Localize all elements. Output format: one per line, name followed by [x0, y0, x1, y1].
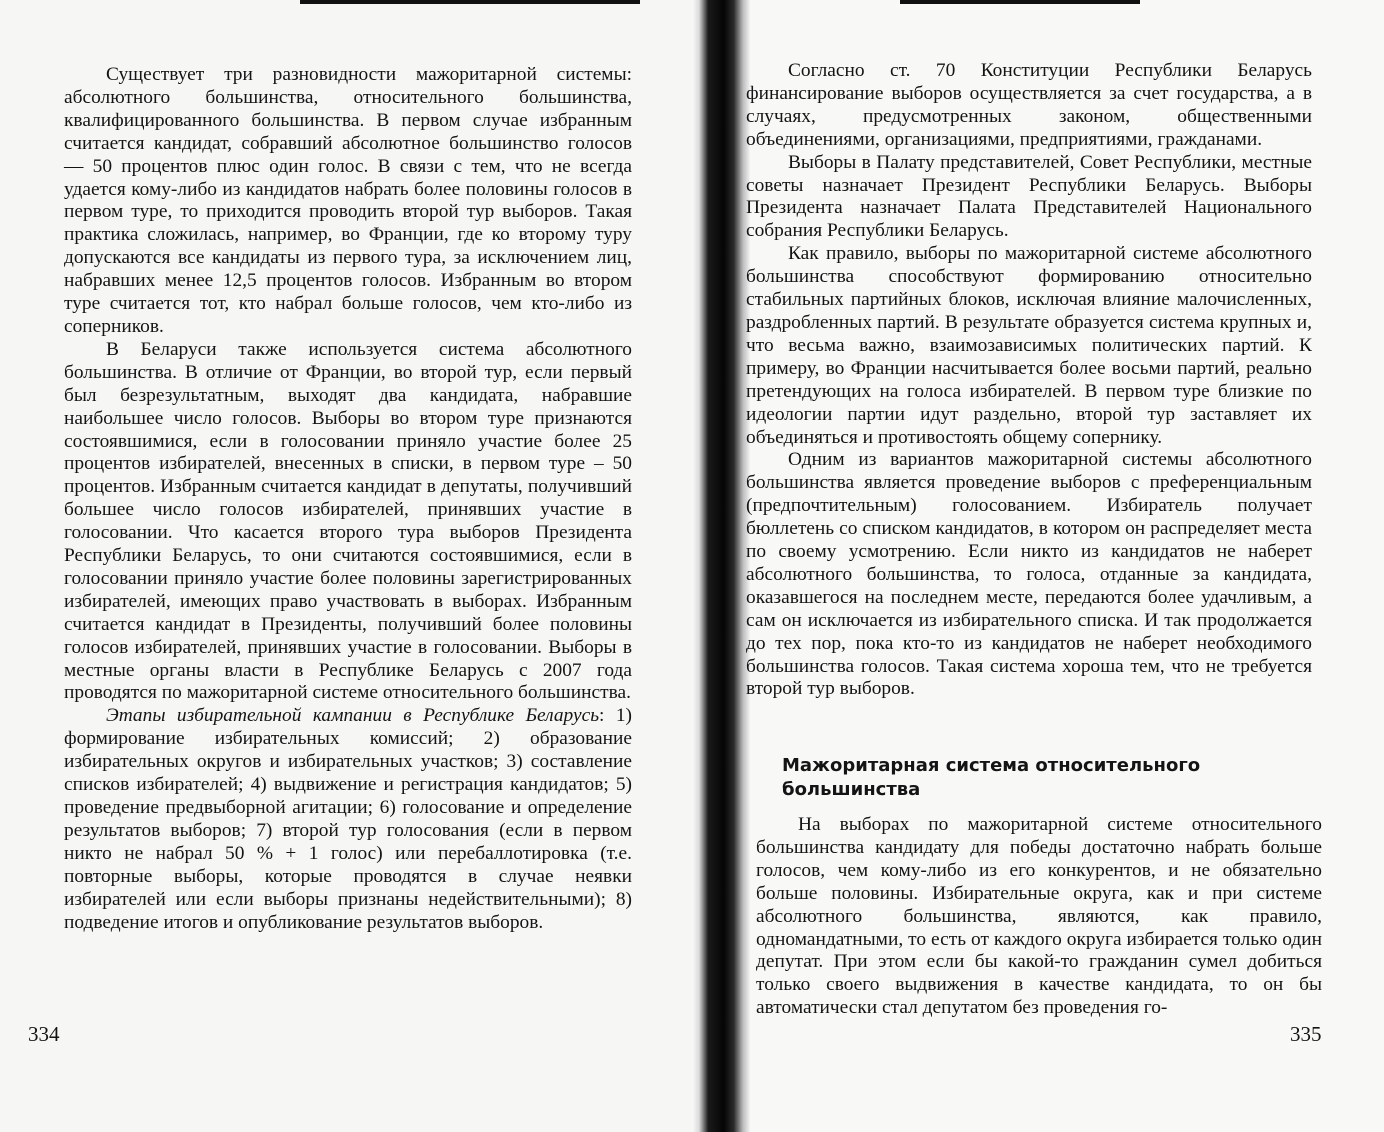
- paragraph: Как правило, выборы по мажоритарной системе абсолютного большинства способствуют формированию относительно стабильных партийных блоков, исключая влияние малочисленных, раздробленных партий. В результате образуется система крупных и, что весьма важно, взаимозависимых политических партий. К примеру, во Франции насчитывается более восьми партий, реально претендующих на голоса избирателей. В первом туре близкие по идеологии партии идут раздельно, второй тур заставляет их объединяться и противостоять общему сопернику.: [746, 243, 1312, 448]
- paragraph-stages: [64, 705, 632, 934]
- paragraph: Выборы в Палату представителей, Совет Республики, местные советы назначает Президент Республики Беларусь. Выборы Президента назначает Палата Представителей Национального собрания Республики Беларусь.: [746, 151, 1312, 242]
- stages-title: Этапы избирательной кампании в Республике Беларусь: [106, 705, 600, 727]
- right-page-text: [746, 60, 1312, 701]
- right-page-section-text: [756, 814, 1322, 1020]
- paragraph: Существует три разновидности мажоритарной системы: абсолютного большинства, относительного большинства, квалифицированного большинства. В первом случае избранным считается кандидат, собравший абсолютное большинство голосов — 50 процентов плюс один голос. В связи с тем, что не всегда удается кому-либо из кандидатов набрать более половины голосов в первом туре, то приходится проводить второй тур выборов. Такая практика сложилась, например, во Франции, где ко второму туру допускаются все кандидаты из первого тура, за исключением лиц, набравших менее 12,5 процентов голосов. Избранным во втором туре считается тот, кто набрал больше голосов, чем кто-либо из соперников.: [64, 64, 632, 337]
- section-heading: [782, 754, 1302, 802]
- section-heading-line: Мажоритарная система относительного: [782, 755, 1201, 776]
- paragraph: Согласно ст. 70 Конституции Республики Беларусь финансирование выборов осуществляется за счет государства, а в случаях, предусмотренных законом, общественными объединениями, организациями, предприятиями, гражданами.: [746, 60, 1312, 150]
- section-heading-line: большинства: [782, 779, 921, 800]
- book-spine-shadow: [692, 0, 750, 1132]
- paragraph: В Беларуси также используется система абсолютного большинства. В отличие от Франции, во второй тур, если первый был безрезультатным, выходят два кандидата, набравшие наибольшее число голосов. Выборы во втором туре признаются состоявшимися, если в голосовании приняло участие более 25 процентов избирателей, внесенных в списки, в первом туре – 50 процентов. Избранным считается кандидат в депутаты, получивший большее число голосов избирателей, принявших участие в голосовании. Что касается второго тура выборов Президента Республики Беларусь, то они считаются состоявшимися, если в голосовании приняло участие более половины зарегистрированных избирателей, имеющих право участвовать в выборах. Избранным считается кандидат в Президенты, получивший более половины голосов избирателей, принявших участие в голосовании. Выборы в местные органы власти в Республике Беларусь с 2007 года проводятся по мажоритарной системе относительного большинства.: [64, 338, 632, 704]
- page-number-left: 334: [28, 1022, 60, 1046]
- top-edge-mark: [900, 0, 1140, 4]
- top-edge-mark: [300, 0, 640, 4]
- left-page-text: [64, 64, 632, 934]
- page-number-right: 335: [1290, 1022, 1322, 1046]
- paragraph: На выборах по мажоритарной системе относительного большинства кандидату для победы достаточно набрать больше голосов, чем кому-либо из его конкурентов, и не обязательно больше половины. Избирательные округа, как и при системе абсолютного большинства, являются, как правило, одномандатными, то есть от каждого округа избирается только один депутат. При этом если бы какой-то гражданин сумел добиться только своего выдвижения в качестве кандидата, то он бы автоматически стал депутатом без проведения го-: [756, 814, 1322, 1019]
- paragraph: Одним из вариантов мажоритарной системы абсолютного большинства является проведение выборов с преференциальным (предпочтительным) голосованием. Избиратель получает бюллетень со списком кандидатов, в котором он распределяет места по своему усмотрению. Если никто из кандидатов не наберет абсолютного большинства, то голоса, отданные за кандидата, оказавшегося на последнем месте, передаются более удачливым, а сам он исключается из избирательного списка. И так продолжается до тех пор, пока кто-то из кандидатов не наберет необходимого большинства голосов. Такая система хороша тем, что не требуется второй тур выборов.: [746, 449, 1312, 700]
- stages-text: : 1) формирование избирательных комиссий; 2) образование избирательных округов и избирательных участков; 3) составление списков избирателей; 4) выдвижение и регистрация кандидатов; 5) проведение предвыборной агитации; 6) голосование и определение результатов выборов; 7) второй тур голосования (если в первом никто не набрал 50 % + 1 голос) или перебаллотировка (т.е. повторные выборы, которые проводятся в случае неявки избирателей или если выборы признаны недействительными); 8) подведение итогов и опубликование результатов выборов.: [64, 705, 632, 933]
